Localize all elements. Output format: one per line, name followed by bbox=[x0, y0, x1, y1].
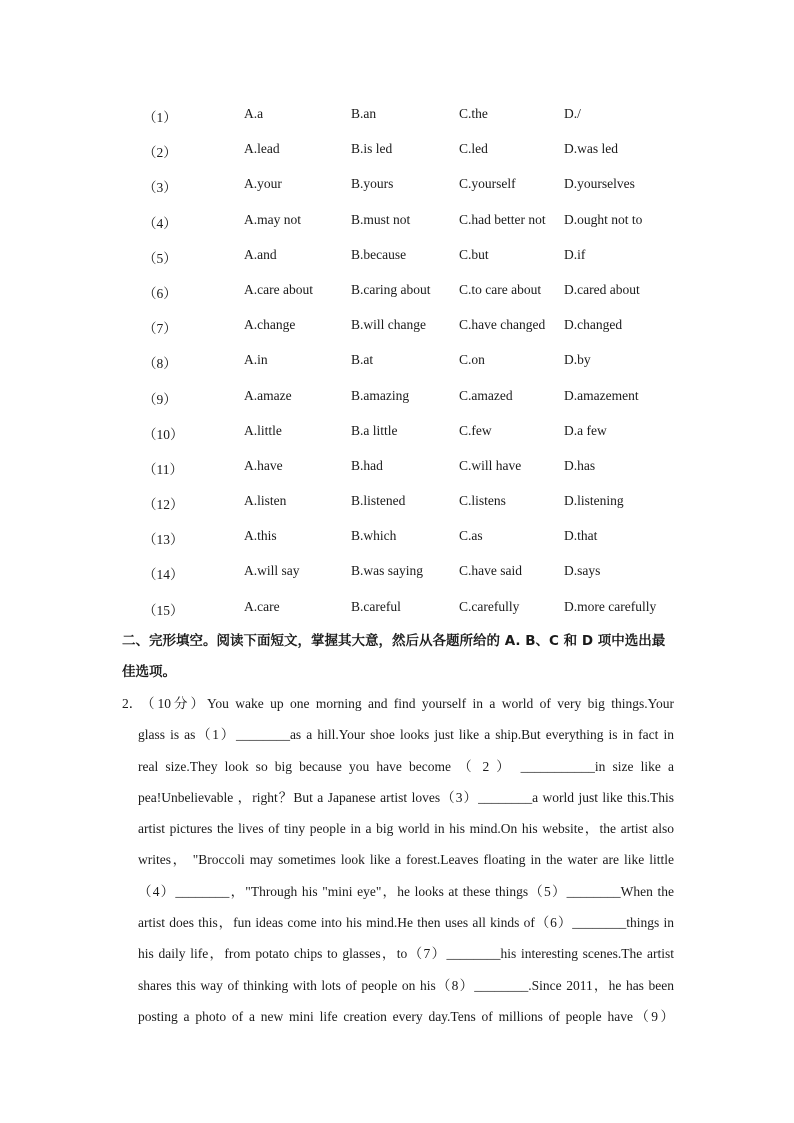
option-row bbox=[0, 345, 794, 380]
option-a: A.your bbox=[244, 176, 282, 192]
option-d: D.that bbox=[564, 528, 598, 544]
cloze-passage bbox=[122, 688, 674, 1032]
option-a: A.a bbox=[244, 106, 264, 121]
option-b: B.had bbox=[351, 457, 383, 473]
passage-line: shares this way of thinking with lots of people on his（8）________.Since 2011，he has been bbox=[138, 977, 674, 993]
option-a: A.may not bbox=[244, 211, 301, 227]
option-a: A.care bbox=[244, 598, 280, 614]
option-c: C.yourself bbox=[459, 176, 516, 192]
option-d: D.ought not to bbox=[564, 211, 643, 227]
option-c: C.will have bbox=[459, 457, 522, 473]
question-number: （7） bbox=[143, 321, 177, 337]
option-row bbox=[0, 486, 794, 521]
option-a: A.have bbox=[244, 457, 283, 473]
question-number: （12） bbox=[143, 497, 184, 513]
question-number: （9） bbox=[143, 391, 177, 407]
option-b: B.is led bbox=[351, 141, 393, 157]
option-b: B.was saying bbox=[351, 563, 423, 579]
section-heading bbox=[122, 626, 678, 688]
question-number: （1） bbox=[143, 110, 177, 125]
option-c: C.but bbox=[459, 246, 489, 262]
option-a: A.and bbox=[244, 246, 277, 262]
option-d: D.if bbox=[564, 246, 586, 262]
question-number: （8） bbox=[143, 356, 177, 372]
option-row bbox=[0, 169, 794, 204]
option-row bbox=[0, 592, 794, 627]
option-b: B.caring about bbox=[351, 281, 431, 297]
option-b: B.must not bbox=[351, 211, 411, 227]
option-row bbox=[0, 556, 794, 591]
passage-line: artist pictures the lives of tiny people in a big world in his mind.On his website，the artist also bbox=[138, 821, 674, 837]
option-c: C.amazed bbox=[459, 387, 513, 403]
option-b: B.at bbox=[351, 352, 374, 368]
option-a: A.will say bbox=[244, 563, 300, 579]
question-number: （10） bbox=[143, 426, 184, 442]
option-a: A.lead bbox=[244, 141, 280, 157]
question-number: （5） bbox=[143, 250, 177, 266]
passage-line: pea!Unbelievable ，right？But a Japanese artist loves（3）________a world just like this.This bbox=[138, 789, 674, 805]
option-c: C.have changed bbox=[459, 317, 546, 333]
passage-line: glass is as（1）________as a hill.Your shoe looks just like a ship.But everything is in fact in bbox=[138, 727, 674, 743]
option-row bbox=[0, 275, 794, 310]
option-b: B.an bbox=[351, 106, 377, 121]
option-row bbox=[0, 240, 794, 275]
option-a: A.in bbox=[244, 352, 268, 368]
passage-line bbox=[122, 688, 674, 719]
option-c: C.few bbox=[459, 422, 492, 438]
option-row bbox=[0, 451, 794, 486]
option-d: D.changed bbox=[564, 317, 623, 333]
option-d: D.cared about bbox=[564, 281, 640, 297]
option-d: D.listening bbox=[564, 493, 624, 509]
option-a: A.this bbox=[244, 528, 277, 544]
option-c: C.carefully bbox=[459, 598, 520, 614]
option-d: D./ bbox=[564, 106, 581, 121]
question-number: （2） bbox=[143, 145, 177, 161]
question-number: （3） bbox=[143, 180, 177, 196]
question-number: （6） bbox=[143, 285, 177, 301]
option-d: D.by bbox=[564, 352, 591, 368]
option-b: B.yours bbox=[351, 176, 394, 192]
passage-text: （10分）You wake up one morning and find yourself in a world of very big things.Your bbox=[138, 696, 674, 711]
question-number: （15） bbox=[143, 602, 184, 618]
option-row bbox=[0, 205, 794, 240]
passage-line: real size.They look so big because you have become （ 2 ） ___________in size like a bbox=[138, 758, 674, 774]
option-b: B.listened bbox=[351, 493, 406, 509]
option-a: A.change bbox=[244, 317, 296, 333]
question-number: （11） bbox=[143, 461, 183, 477]
option-c: C.as bbox=[459, 528, 483, 544]
option-c: C.led bbox=[459, 141, 488, 157]
option-d: D.amazement bbox=[564, 387, 639, 403]
option-b: B.which bbox=[351, 528, 397, 544]
option-a: A.listen bbox=[244, 493, 287, 509]
option-row bbox=[0, 521, 794, 556]
option-b: B.a little bbox=[351, 422, 398, 438]
option-d: D.says bbox=[564, 563, 601, 579]
option-b: B.will change bbox=[351, 317, 426, 333]
passage-line: artist does this，fun ideas come into his mind.He then uses all kinds of（6）________things in bbox=[138, 915, 674, 931]
option-c: C.have said bbox=[459, 563, 522, 579]
passage-line: writes， "Broccoli may sometimes look like a forest.Leaves floating in the water are like little bbox=[138, 852, 674, 868]
option-a: A.care about bbox=[244, 281, 313, 297]
section-heading-line: 佳选项。 bbox=[122, 664, 176, 680]
question-number: （13） bbox=[143, 532, 184, 548]
option-d: D.has bbox=[564, 457, 596, 473]
option-row bbox=[0, 99, 794, 134]
options-table bbox=[0, 99, 794, 627]
option-a: A.little bbox=[244, 422, 282, 438]
option-b: B.because bbox=[351, 246, 407, 262]
passage-line: （4）________，"Through his "mini eye"，he looks at these things（5）________When the bbox=[138, 883, 674, 899]
question-number: （14） bbox=[143, 567, 184, 583]
option-d: D.was led bbox=[564, 141, 618, 157]
section-heading-line: 二、完形填空。阅读下面短文，掌握其大意，然后从各题所给的 A. B、C 和 D 项中选出最 bbox=[122, 633, 666, 649]
option-c: C.on bbox=[459, 352, 485, 368]
option-d: D.a few bbox=[564, 422, 607, 438]
question-number: 2． bbox=[122, 696, 143, 711]
option-c: C.to care about bbox=[459, 281, 542, 297]
option-row bbox=[0, 134, 794, 169]
passage-line: posting a photo of a new mini life creation every day.Tens of millions of people have（9） bbox=[138, 1008, 674, 1024]
option-d: D.more carefully bbox=[564, 598, 657, 614]
option-c: C.had better not bbox=[459, 211, 546, 227]
passage-line: his daily life，from potato chips to glasses，to（7）________his interesting scenes.The artist bbox=[138, 946, 674, 962]
option-b: B.amazing bbox=[351, 387, 410, 403]
option-b: B.careful bbox=[351, 598, 401, 614]
option-d: D.yourselves bbox=[564, 176, 635, 192]
option-a: A.amaze bbox=[244, 387, 292, 403]
option-row bbox=[0, 416, 794, 451]
option-row bbox=[0, 310, 794, 345]
question-number: （4） bbox=[143, 215, 177, 231]
option-row bbox=[0, 381, 794, 416]
option-c: C.the bbox=[459, 106, 488, 121]
option-c: C.listens bbox=[459, 493, 506, 509]
